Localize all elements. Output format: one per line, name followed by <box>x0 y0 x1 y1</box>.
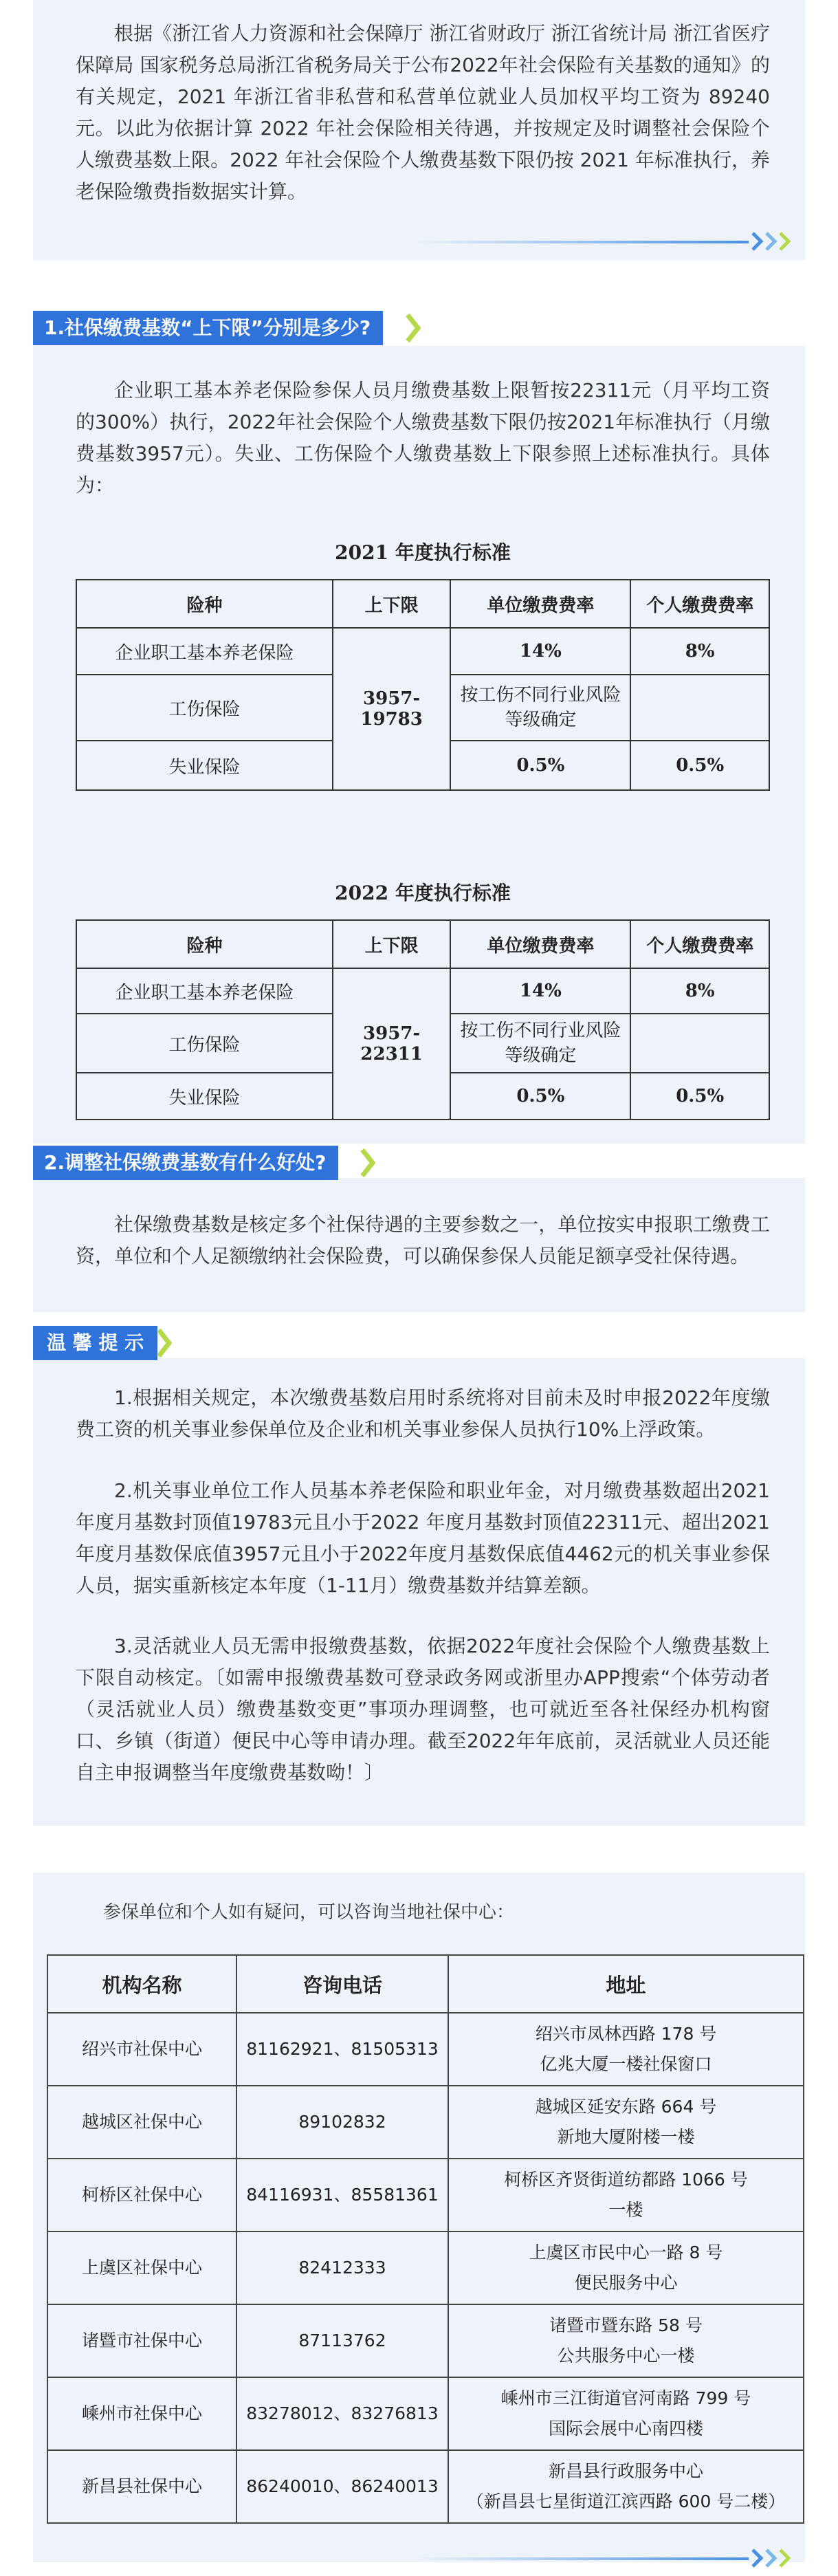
table-cell-personal-rate: 0.5% <box>630 1073 769 1120</box>
table-cell-personal-rate: 8% <box>630 968 769 1014</box>
org-address <box>448 2304 804 2377</box>
chevron-right-icon <box>778 232 793 251</box>
table-cell-unit-rate: 14% <box>450 628 630 675</box>
table-cell-type: 企业职工基本养老保险 <box>76 968 333 1014</box>
address-line: 公共服务中心一楼 <box>557 2346 695 2366</box>
table-header: 险种 <box>76 580 333 628</box>
table-row <box>47 2013 804 2086</box>
intro-text: 根据《浙江省人力资源和社会保障厅 浙江省财政厅 浙江省统计局 浙江省医疗保障局 国家税务总局浙江省税务局关于公布2022年社会保险有关基数的通知》的有关规定，2021 年浙江省非私营和私营单位就业人员加权平均工资为 89240元。以此为依据计算 2022 年社会保险相关待遇，并按规定及时调整社会保险个人缴费基数上限。2022 年社会保险个人缴费基数下限仍按 2021 年标准执行，养老保险缴费指数据实计算。 <box>76 22 770 203</box>
org-phone: 86240010、86240013 <box>236 2450 448 2523</box>
org-phone: 87113762 <box>236 2304 448 2377</box>
tips-item: 1.根据相关规定，本次缴费基数启用时系统将对目前未及时申报2022年度缴费工资的机关事业参保单位及企业和机关事业参保人员执行10%上浮政策。 <box>76 1386 770 1441</box>
table-cell-unit-rate: 0.5% <box>450 741 630 790</box>
org-name: 诸暨市社保中心 <box>47 2304 236 2377</box>
org-address <box>448 2377 804 2450</box>
address-line: 国际会展中心南四楼 <box>548 2419 703 2438</box>
chevron-right-icon <box>750 2548 765 2568</box>
chevron-right-icon <box>155 1328 173 1358</box>
table-header: 单位缴费费率 <box>450 920 630 968</box>
address-line: 一楼 <box>608 2200 643 2220</box>
table-cell-unit-rate: 按工伤不同行业风险等级确定 <box>450 1014 630 1073</box>
org-name: 新昌县社保中心 <box>47 2450 236 2523</box>
table-row <box>47 2159 804 2231</box>
section2-title: 2.调整社保缴费基数有什么好处? <box>33 1146 338 1180</box>
address-line: 上虞区市民中心一路 8 号 <box>529 2242 723 2262</box>
table-cell-range: 3957-19783 <box>333 628 450 790</box>
address-line: 嵊州市三江街道官河南路 799 号 <box>500 2388 751 2408</box>
org-phone: 83278012、83276813 <box>236 2377 448 2450</box>
table-cell-type: 企业职工基本养老保险 <box>76 628 333 675</box>
table-row <box>47 2450 804 2523</box>
table-cell-personal-rate: 8% <box>630 628 769 675</box>
org-name: 上虞区社保中心 <box>47 2231 236 2304</box>
table-cell-personal-rate <box>630 1014 769 1073</box>
table-2022-caption: 2022 年度执行标准 <box>335 882 511 904</box>
address-line: 越城区延安东路 664 号 <box>535 2097 717 2117</box>
address-line: 便民服务中心 <box>574 2273 678 2293</box>
table-header: 地址 <box>448 1955 804 2013</box>
divider-arrows <box>412 232 797 251</box>
chevron-right-icon <box>764 232 779 251</box>
chevron-right-icon <box>750 232 765 251</box>
org-name: 柯桥区社保中心 <box>47 2159 236 2231</box>
table-row <box>47 2304 804 2377</box>
section1-title: 1.社保缴费基数“上下限”分别是多少? <box>33 311 383 345</box>
org-name: 嵊州市社保中心 <box>47 2377 236 2450</box>
table-header: 咨询电话 <box>236 1955 448 2013</box>
tips-title: 温 馨 提 示 <box>33 1326 157 1360</box>
org-name: 绍兴市社保中心 <box>47 2013 236 2086</box>
table-header: 个人缴费费率 <box>630 920 769 968</box>
table-cell-personal-rate <box>630 675 769 741</box>
tips-item: 3.灵活就业人员无需申报缴费基数，依据2022年度社会保险个人缴费基数上下限自动核定。〔如需申报缴费基数可登录政务网或浙里办APP搜索“个体劳动者（灵活就业人员）缴费基数变更”事项办理调整，也可就近至各社保经办机构窗口、乡镇（街道）便民中心等申请办理。截至2022年年底前，灵活就业人员还能自主申报调整当年度缴费基数呦！〕 <box>76 1635 770 1784</box>
org-address <box>448 2231 804 2304</box>
table-2021 <box>76 579 770 791</box>
address-line: （新昌县七星街道江滨西路 600 号二楼） <box>466 2491 786 2511</box>
table-cell-type: 工伤保险 <box>76 1014 333 1073</box>
contact-table <box>47 1954 804 2524</box>
org-address <box>448 2450 804 2523</box>
org-address <box>448 2013 804 2086</box>
contact-intro: 参保单位和个人如有疑问，可以咨询当地社保中心： <box>103 1902 515 1923</box>
table-cell-unit-rate: 0.5% <box>450 1073 630 1120</box>
org-address <box>448 2086 804 2159</box>
table-row <box>47 2377 804 2450</box>
section2-text: 社保缴费基数是核定多个社保待遇的主要参数之一，单位按实申报职工缴费工资，单位和个人足额缴纳社会保险费，可以确保参保人员能足额享受社保待遇。 <box>76 1213 770 1267</box>
org-phone: 89102832 <box>236 2086 448 2159</box>
tips-item: 2.机关事业单位工作人员基本养老保险和职业年金，对月缴费基数超出2021年度月基数封顶值19783元且小于2022 年度月基数封顶值22311元、超出2021年度月基数保底值3957元且小于2022年度月基数保底值4462元的机关事业参保人员，据实重新核定本年度（1-11月）缴费基数并结算差额。 <box>76 1479 770 1597</box>
table-header: 单位缴费费率 <box>450 580 630 628</box>
table-cell-range: 3957-22311 <box>333 968 450 1120</box>
table-row <box>47 2231 804 2304</box>
table-2021-caption: 2021 年度执行标准 <box>335 541 511 564</box>
table-header: 个人缴费费率 <box>630 580 769 628</box>
table-cell-type: 失业保险 <box>76 1073 333 1120</box>
table-cell-type: 工伤保险 <box>76 675 333 741</box>
table-header: 机构名称 <box>47 1955 236 2013</box>
table-cell-personal-rate: 0.5% <box>630 741 769 790</box>
table-header: 上下限 <box>333 920 450 968</box>
table-cell-unit-rate: 按工伤不同行业风险等级确定 <box>450 675 630 741</box>
chevron-right-icon <box>778 2548 793 2568</box>
table-row <box>47 2086 804 2159</box>
table-2022 <box>76 919 770 1120</box>
divider-arrows <box>412 2548 797 2568</box>
table-cell-unit-rate: 14% <box>450 968 630 1014</box>
table-cell-type: 失业保险 <box>76 741 333 790</box>
address-line: 新昌县行政服务中心 <box>548 2461 703 2481</box>
chevron-right-icon <box>764 2548 779 2568</box>
address-line: 亿兆大厦一楼社保窗口 <box>540 2054 712 2074</box>
org-phone: 81162921、81505313 <box>236 2013 448 2086</box>
table-header: 上下限 <box>333 580 450 628</box>
address-line: 柯桥区齐贤街道纺都路 1066 号 <box>504 2170 748 2190</box>
org-name: 越城区社保中心 <box>47 2086 236 2159</box>
org-phone: 84116931、85581361 <box>236 2159 448 2231</box>
section1-text: 企业职工基本养老保险参保人员月缴费基数上限暂按22311元（月平均工资的300%）执行，2022年社会保险个人缴费基数下限仍按2021年标准执行（月缴费基数3957元）。失业、工伤保险个人缴费基数上下限参照上述标准执行。具体为： <box>76 379 770 496</box>
address-line: 诸暨市暨东路 58 号 <box>549 2315 703 2335</box>
org-phone: 82412333 <box>236 2231 448 2304</box>
chevron-right-icon <box>404 313 422 343</box>
chevron-right-icon <box>359 1148 377 1178</box>
org-address <box>448 2159 804 2231</box>
address-line: 新地大厦附楼一楼 <box>557 2127 695 2147</box>
address-line: 绍兴市凤林西路 178 号 <box>535 2024 717 2044</box>
table-header: 险种 <box>76 920 333 968</box>
